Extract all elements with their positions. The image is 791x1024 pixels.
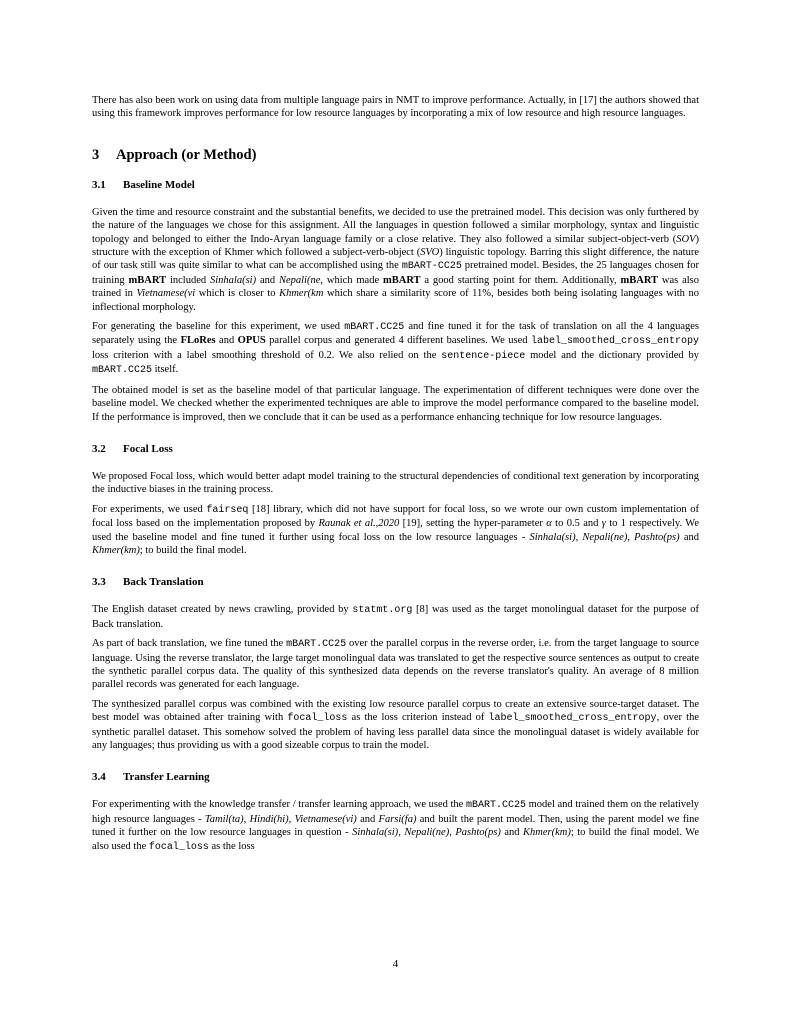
subsection-heading-3-3 [92, 575, 699, 589]
focal-loss-paragraph-2: For experiments, we used fairseq [18] library, which did not have support for focal loss, so we wrote our own custom implementation of focal loss based on the implementation proposed by Raunak et al.,2020 [19], setting the hyper-parameter α to 0.5 and γ to 1 respectively. We used the baseline model and fine tuned it further using focal loss on the low resource languages - Sinhala(si), Nepali(ne), Pashto(ps) and Khmer(km); to build the final model. [92, 503, 699, 556]
subsection-number: 3.1 [92, 178, 106, 191]
back-translation-paragraph-2: As part of back translation, we fine tuned the mBART.CC25 over the parallel corpus in the reverse order, i.e. from the target language to source language. Using the reverse translator, the large target monolingual data was translated to get the respective source sentences as output to create the synthetic parallel corpus data. The quality of this synthesized data depends on the reverse translator's quality. An average of 8 million parallel records was generated for each language. [92, 638, 699, 691]
baseline-paragraph-1: Given the time and resource constraint and the substantial benefits, we decided to use the pretrained model. This decision was only furthered by the nature of the languages we chose for this assignment. All the languages in question followed a similar morphology, syntax and linguistic topology and belonged to either the Indo-Aryan language family or a close relative. They also followed a similar subject-object-verb (SOV) structure with the exception of Khmer which followed a subject-verb-object (SVO) linguistic topology. Barring this slight difference, the nature of our task still was quite similar to what can be accomplished using the mBART-CC25 pretrained model. Besides, the 25 languages chosen for training mBART included Sinhala(si) and Nepali(ne, which made mBART a good starting point for them. Additionally, mBART was also trained in Vietnamese(vi which is closer to Khmer(km which share a similarity score of 11%, besides both being isolating languages with no inflectional morphology. [92, 206, 700, 313]
subsection-heading-3-2 [92, 442, 699, 456]
focal-loss-paragraph-1: We proposed Focal loss, which would better adapt model training to the structural dependencies of conditional text generation by incorporating the inductive biases in the training process. [92, 470, 699, 496]
text-column [92, 94, 699, 860]
subsection-number: 3.3 [92, 576, 106, 589]
section-number: 3 [92, 146, 100, 163]
subsection-number: 3.4 [92, 771, 106, 784]
page-number: 4 [392, 958, 399, 970]
subsection-heading-3-4 [92, 770, 699, 784]
baseline-paragraph-2: For generating the baseline for this experiment, we used mBART.CC25 and fine tuned it for the task of translation on all the 4 languages separately using the FLoRes and OPUS parallel corpus and generated 4 different baselines. We used label_smoothed_cross_entropy loss criterion with a label smoothing threshold of 0.2. We also relied on the sentence-piece model and the dictionary provided by mBART.CC25 itself. [92, 321, 700, 377]
subsection-heading-3-1 [92, 178, 699, 192]
subsection-number: 3.2 [92, 442, 106, 455]
back-translation-paragraph-1: The English dataset created by news crawling, provided by statmt.org [8] was used as the target monolingual dataset for the purpose of Back translation. [92, 604, 699, 630]
intro-paragraph: There has also been work on using data from multiple language pairs in NMT to improve performance. Actually, in [17] the authors showed that using this framework improves performance for low resource languages by incorporating a mix of low resource and high resource languages. [92, 95, 699, 120]
subsection-title: Baseline Model [123, 178, 195, 191]
section-heading [92, 147, 699, 164]
back-translation-paragraph-3: The synthesized parallel corpus was combined with the existing low resource parallel corpus to create an extensive source-target dataset. The best model was obtained after training with focal_loss as the loss criterion instead of label_smoothed_cross_entropy, over the synthetic parallel dataset. This somehow solved the problem of having less parallel data since the monolingual dataset is widely available for any languages; thus providing us with a good sizeable corpus to train the model. [92, 698, 700, 751]
subsection-title: Transfer Learning [123, 771, 210, 784]
section-title: Approach (or Method) [116, 146, 257, 163]
subsection-title: Focal Loss [123, 442, 173, 455]
baseline-paragraph-3: The obtained model is set as the baseline model of that particular language. The experimentation of different techniques were done over the baseline model. We checked whether the experimented techniques are able to improve the model performance compared to the baseline model. If the performance is improved, then we conclude that it can be used as a performance enhancing technique for low resource languages. [92, 384, 699, 423]
transfer-learning-paragraph-1: For experimenting with the knowledge transfer / transfer learning approach, we used the mBART.CC25 model and trained them on the relatively high resource languages - Tamil(ta), Hindi(hi), Vietnamese(vi) and Farsi(fa) and built the parent model. Then, using the parent model we fine tuned it further on the low resource languages in question - Sinhala(si), Nepali(ne), Pashto(ps) and Khmer(km); to build the final model. We also used the focal_loss as the loss [92, 799, 700, 853]
subsection-title: Back Translation [123, 576, 204, 589]
